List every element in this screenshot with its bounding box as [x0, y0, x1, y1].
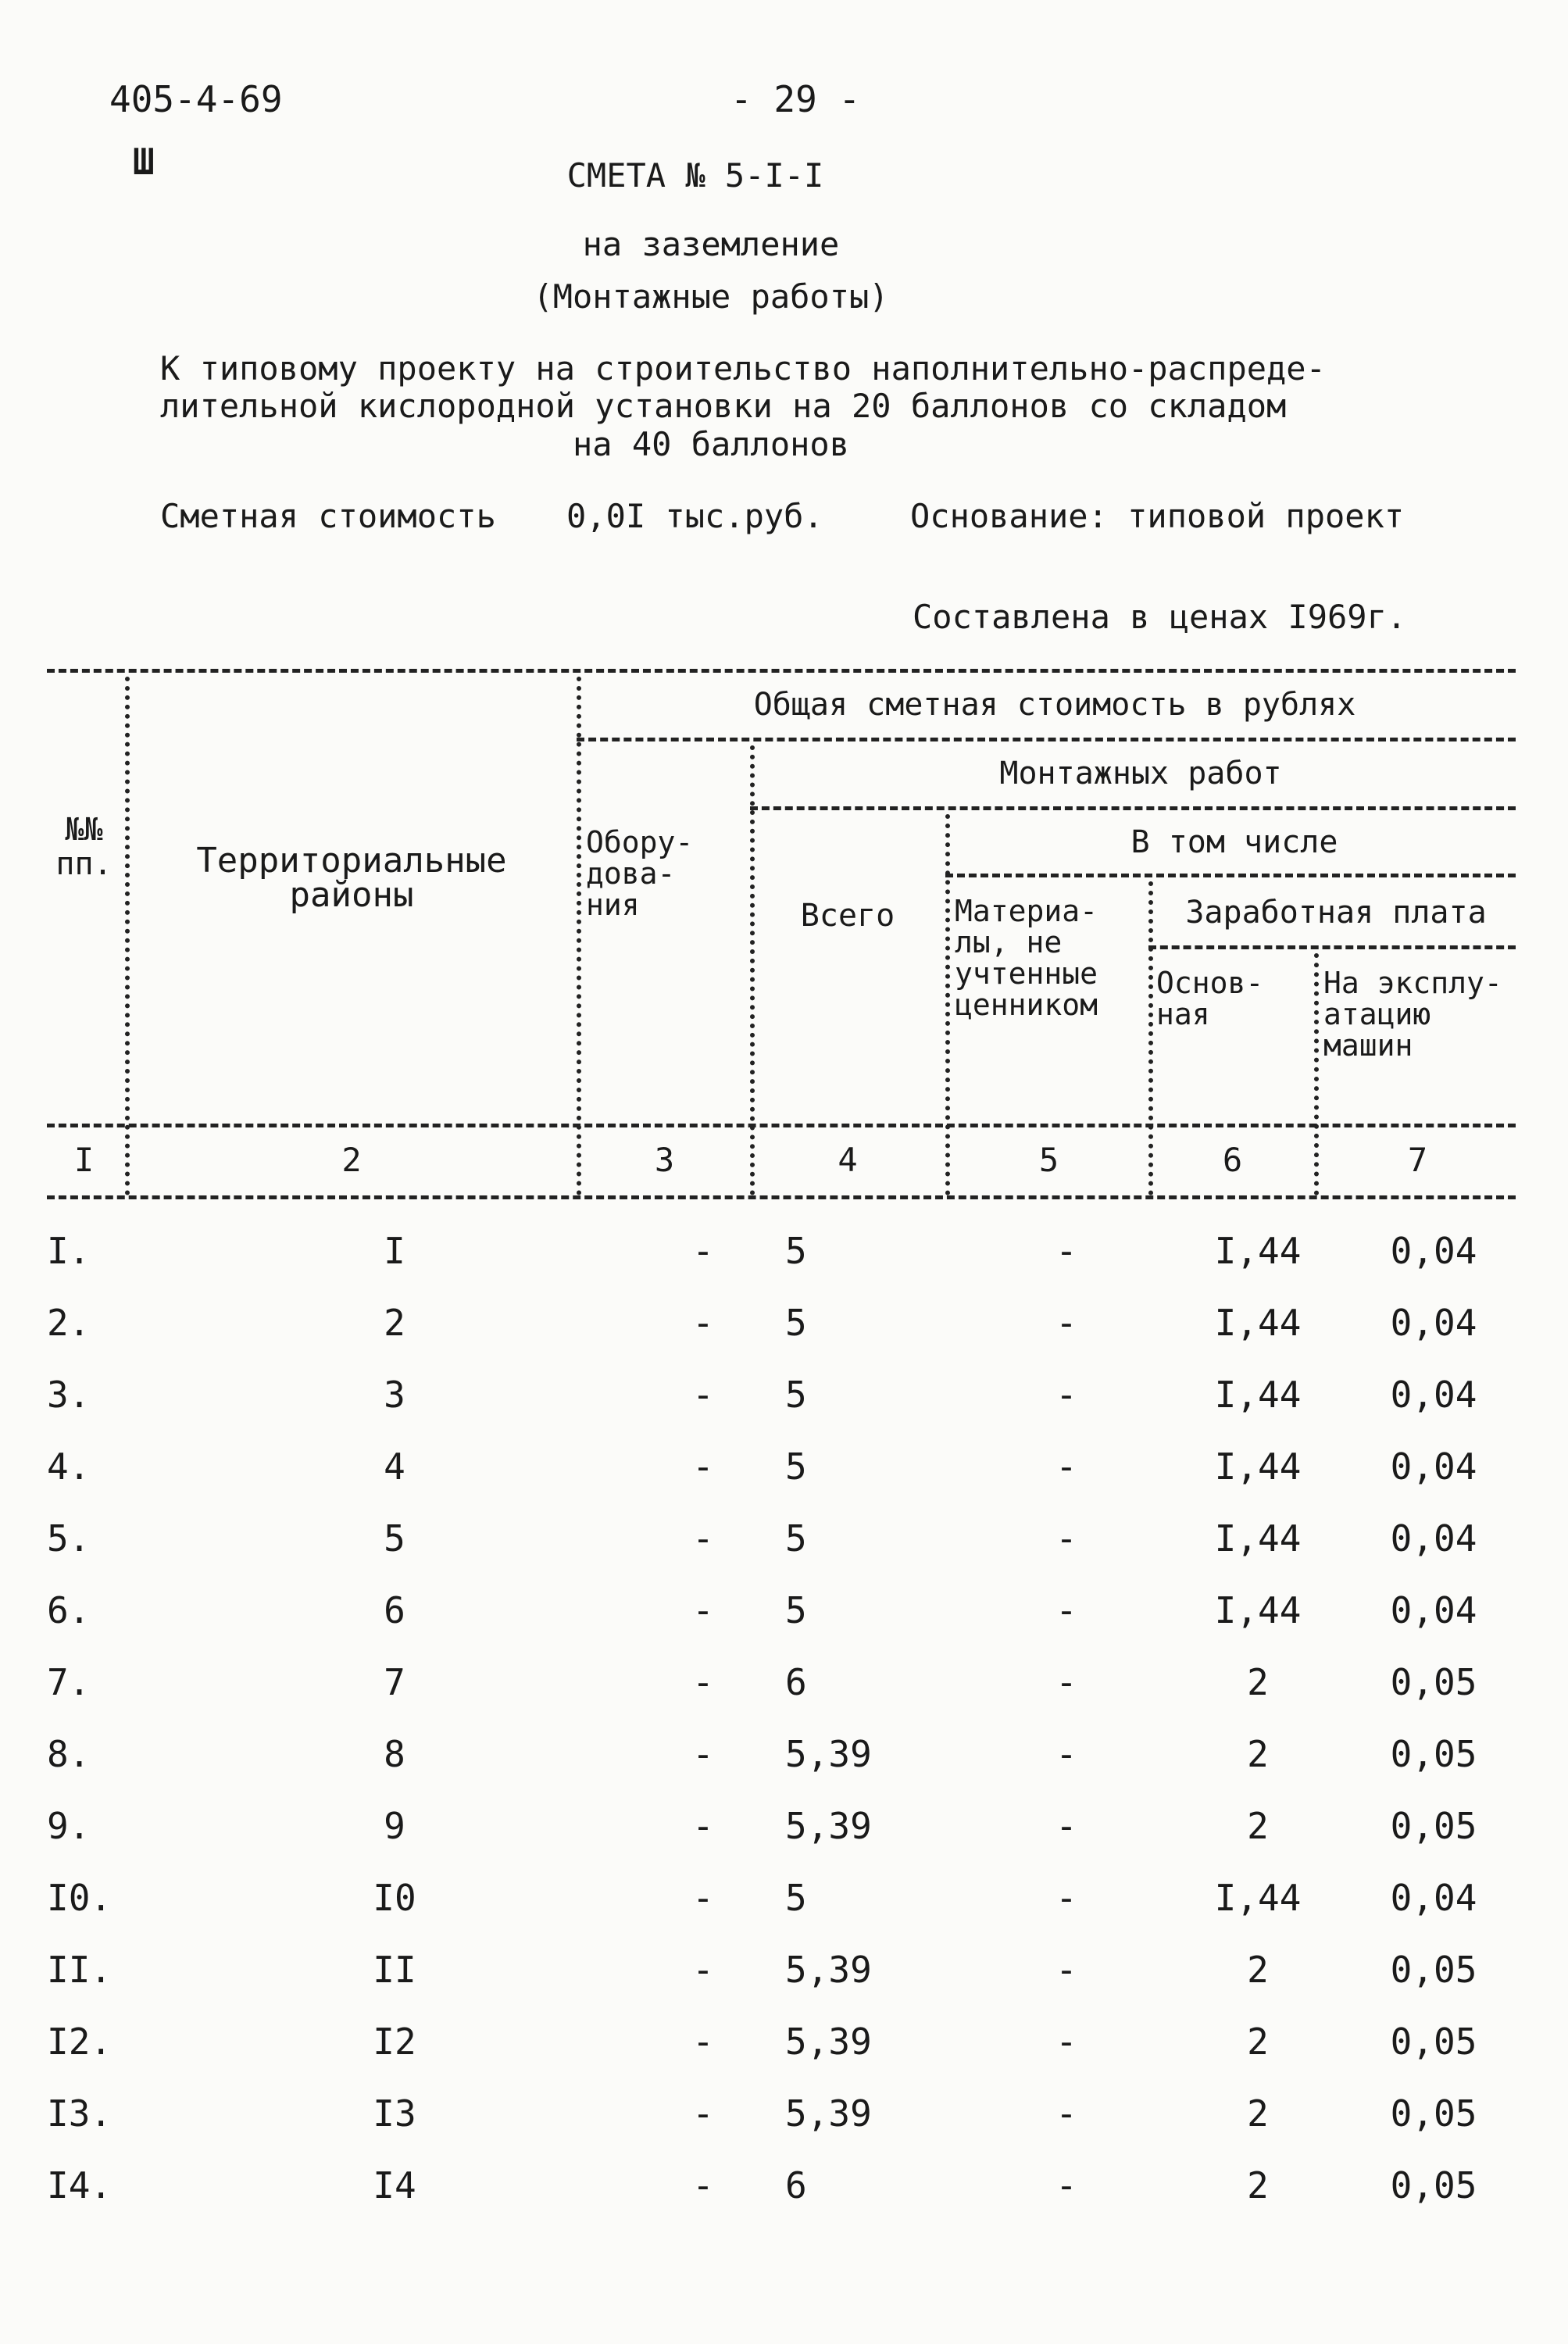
cell-basic-wages: I,44	[1214, 1302, 1302, 1344]
cell-row-number: I0.	[47, 1877, 113, 1919]
intro-line-2: лительной кислородной установки на 20 баллонов со складом	[160, 387, 1287, 425]
cell-materials-cost: -	[1055, 1589, 1077, 1631]
cell-materials-cost: -	[1055, 2021, 1077, 2063]
table-row	[47, 1435, 1516, 1506]
cell-row-number: I2.	[47, 2021, 113, 2063]
cell-materials-cost: -	[1055, 1517, 1077, 1560]
cell-installation-total: 5	[785, 1374, 807, 1416]
header-installation: Монтажных работ	[999, 756, 1282, 791]
cell-basic-wages: I,44	[1214, 1374, 1302, 1416]
cell-equipment-cost: -	[692, 1302, 714, 1344]
cell-machine-operation: 0,04	[1390, 1230, 1477, 1272]
cell-installation-total: 5,39	[785, 2092, 872, 2135]
cell-materials-cost: -	[1055, 1302, 1077, 1344]
cell-machine-operation: 0,05	[1390, 1733, 1477, 1775]
cell-machine-operation: 0,05	[1390, 2021, 1477, 2063]
cell-installation-total: 5,39	[785, 1805, 872, 1847]
header-materials: Материа- лы, не учтенные ценником	[955, 894, 1098, 1022]
cell-machine-operation: 0,04	[1390, 1302, 1477, 1344]
cell-materials-cost: -	[1055, 1230, 1077, 1272]
header-basic-wages: Основ- ная	[1156, 966, 1264, 1031]
cell-region: 3	[384, 1374, 405, 1416]
cell-equipment-cost: -	[692, 2021, 714, 2063]
cell-equipment-cost: -	[692, 1517, 714, 1560]
cell-basic-wages: I,44	[1214, 1877, 1302, 1919]
cell-region: 4	[384, 1445, 405, 1488]
column-number-4: 4	[838, 1141, 858, 1179]
column-number-1: I	[73, 1141, 95, 1179]
cell-region: 8	[384, 1733, 405, 1775]
cell-materials-cost: -	[1055, 2164, 1077, 2206]
cell-machine-operation: 0,05	[1390, 2164, 1477, 2206]
cell-region: I	[384, 1230, 405, 1272]
table-row	[47, 1578, 1516, 1650]
cell-basic-wages: 2	[1247, 2164, 1269, 2206]
cell-equipment-cost: -	[692, 1230, 714, 1272]
cell-equipment-cost: -	[692, 1589, 714, 1631]
column-number-7: 7	[1407, 1141, 1428, 1179]
column-number-2: 2	[341, 1141, 362, 1179]
cell-installation-total: 5	[785, 1517, 807, 1560]
cell-region: 7	[384, 1661, 405, 1703]
vline-4	[945, 814, 950, 1195]
cell-materials-cost: -	[1055, 1374, 1077, 1416]
rule-under-wages	[1148, 945, 1516, 949]
cell-region: 6	[384, 1589, 405, 1631]
cell-installation-total: 5,39	[785, 2021, 872, 2063]
cell-equipment-cost: -	[692, 2092, 714, 2135]
cell-region: I3	[373, 2092, 416, 2135]
cell-row-number: 6.	[47, 1589, 91, 1631]
cell-installation-total: 5	[785, 1230, 807, 1272]
cell-row-number: I.	[47, 1230, 91, 1272]
cell-basic-wages: I,44	[1214, 1230, 1302, 1272]
estimate-subtitle: на заземление	[582, 225, 840, 263]
cell-machine-operation: 0,05	[1390, 1805, 1477, 1847]
table-row	[47, 2010, 1516, 2081]
cell-equipment-cost: -	[692, 1374, 714, 1416]
cell-machine-operation: 0,04	[1390, 1589, 1477, 1631]
cell-equipment-cost: -	[692, 1877, 714, 1919]
header-machines: На эксплу- атацию машин	[1323, 966, 1502, 1063]
header-total-cost: Общая сметная стоимость в рублях	[753, 687, 1356, 723]
cell-installation-total: 6	[785, 2164, 807, 2206]
cell-basic-wages: I,44	[1214, 1517, 1302, 1560]
cell-equipment-cost: -	[692, 1661, 714, 1703]
vline-5	[1148, 881, 1153, 1195]
rule-under-total-cost	[577, 738, 1516, 741]
vline-1	[125, 677, 130, 1195]
header-regions: Территориальные районы	[196, 841, 507, 915]
cell-installation-total: 5,39	[785, 1949, 872, 1991]
cell-equipment-cost: -	[692, 1805, 714, 1847]
column-number-3: 3	[654, 1141, 675, 1179]
cell-basic-wages: I,44	[1214, 1589, 1302, 1631]
priced-in: Составлена в ценах I969г.	[913, 598, 1407, 636]
cell-machine-operation: 0,05	[1390, 1949, 1477, 1991]
header-including: В том числе	[1130, 824, 1338, 860]
cell-region: 5	[384, 1517, 405, 1560]
table-row	[47, 1866, 1516, 1938]
cell-region: 9	[384, 1805, 405, 1847]
table-row	[47, 1794, 1516, 1866]
cell-row-number: 4.	[47, 1445, 91, 1488]
vline-6	[1314, 953, 1319, 1195]
cell-region: I0	[373, 1877, 416, 1919]
table-row	[47, 1722, 1516, 1794]
cell-row-number: 5.	[47, 1517, 91, 1560]
rule-under-installation	[750, 806, 1516, 810]
cell-basic-wages: 2	[1247, 1949, 1269, 1991]
table-row	[47, 1291, 1516, 1363]
rule-under-including	[945, 874, 1516, 877]
cell-materials-cost: -	[1055, 1949, 1077, 1991]
cell-materials-cost: -	[1055, 1733, 1077, 1775]
basis: Основание: типовой проект	[910, 497, 1405, 535]
table-row	[47, 1506, 1516, 1578]
cell-materials-cost: -	[1055, 1661, 1077, 1703]
table-row	[47, 1650, 1516, 1722]
cost-value: 0,0I тыс.руб.	[566, 497, 823, 535]
cell-basic-wages: 2	[1247, 1733, 1269, 1775]
cell-row-number: 2.	[47, 1302, 91, 1344]
vline-2	[577, 677, 581, 1195]
column-number-6: 6	[1222, 1141, 1243, 1179]
column-number-5: 5	[1038, 1141, 1059, 1179]
cell-installation-total: 5	[785, 1445, 807, 1488]
cell-row-number: 8.	[47, 1733, 91, 1775]
cell-basic-wages: 2	[1247, 1661, 1269, 1703]
cell-materials-cost: -	[1055, 1877, 1077, 1919]
cost-label: Сметная стоимость	[160, 497, 496, 535]
cell-machine-operation: 0,05	[1390, 2092, 1477, 2135]
cell-row-number: I3.	[47, 2092, 113, 2135]
cell-installation-total: 5	[785, 1589, 807, 1631]
header-bottom-rule	[47, 1124, 1516, 1127]
header-row-number: №№ пп.	[55, 812, 113, 882]
cell-region: I4	[373, 2164, 416, 2206]
cell-equipment-cost: -	[692, 1445, 714, 1488]
cell-region: 2	[384, 1302, 405, 1344]
cell-machine-operation: 0,04	[1390, 1877, 1477, 1919]
table-row	[47, 1219, 1516, 1291]
cell-row-number: II.	[47, 1949, 113, 1991]
cell-machine-operation: 0,04	[1390, 1445, 1477, 1488]
page-number: - 29 -	[730, 78, 861, 120]
cell-row-number: 9.	[47, 1805, 91, 1847]
table-row	[47, 2081, 1516, 2153]
cell-region: I2	[373, 2021, 416, 2063]
table-row	[47, 1938, 1516, 2010]
cell-installation-total: 5	[785, 1302, 807, 1344]
header-wages: Заработная плата	[1185, 895, 1487, 931]
cell-materials-cost: -	[1055, 1805, 1077, 1847]
cell-installation-total: 5	[785, 1877, 807, 1919]
cell-basic-wages: 2	[1247, 2021, 1269, 2063]
estimate-title: СМЕТА № 5-I-I	[566, 156, 824, 195]
cell-row-number: 7.	[47, 1661, 91, 1703]
table-top-rule	[47, 669, 1516, 673]
cell-basic-wages: I,44	[1214, 1445, 1302, 1488]
cell-equipment-cost: -	[692, 1949, 714, 1991]
volume-number: Ш	[133, 141, 155, 183]
header-equipment: Обору- дова- ния	[586, 825, 694, 922]
cell-machine-operation: 0,04	[1390, 1374, 1477, 1416]
cell-materials-cost: -	[1055, 2092, 1077, 2135]
cell-installation-total: 6	[785, 1661, 807, 1703]
table-row	[47, 1363, 1516, 1435]
document-code: 405-4-69	[109, 78, 283, 120]
table-row	[47, 2153, 1516, 2225]
work-type: (Монтажные работы)	[533, 277, 889, 316]
cell-materials-cost: -	[1055, 1445, 1077, 1488]
cell-machine-operation: 0,04	[1390, 1517, 1477, 1560]
cell-equipment-cost: -	[692, 2164, 714, 2206]
vline-3	[750, 745, 755, 1195]
cell-basic-wages: 2	[1247, 2092, 1269, 2135]
cell-installation-total: 5,39	[785, 1733, 872, 1775]
header-total: Всего	[800, 898, 895, 934]
cell-equipment-cost: -	[692, 1733, 714, 1775]
cell-machine-operation: 0,05	[1390, 1661, 1477, 1703]
cell-row-number: 3.	[47, 1374, 91, 1416]
intro-line-1: К типовому проекту на строительство наполнительно-распреде-	[160, 349, 1326, 388]
intro-line-3: на 40 баллонов	[572, 425, 849, 463]
cell-basic-wages: 2	[1247, 1805, 1269, 1847]
cell-region: II	[373, 1949, 416, 1991]
column-numbers-rule	[47, 1195, 1516, 1199]
cell-row-number: I4.	[47, 2164, 113, 2206]
